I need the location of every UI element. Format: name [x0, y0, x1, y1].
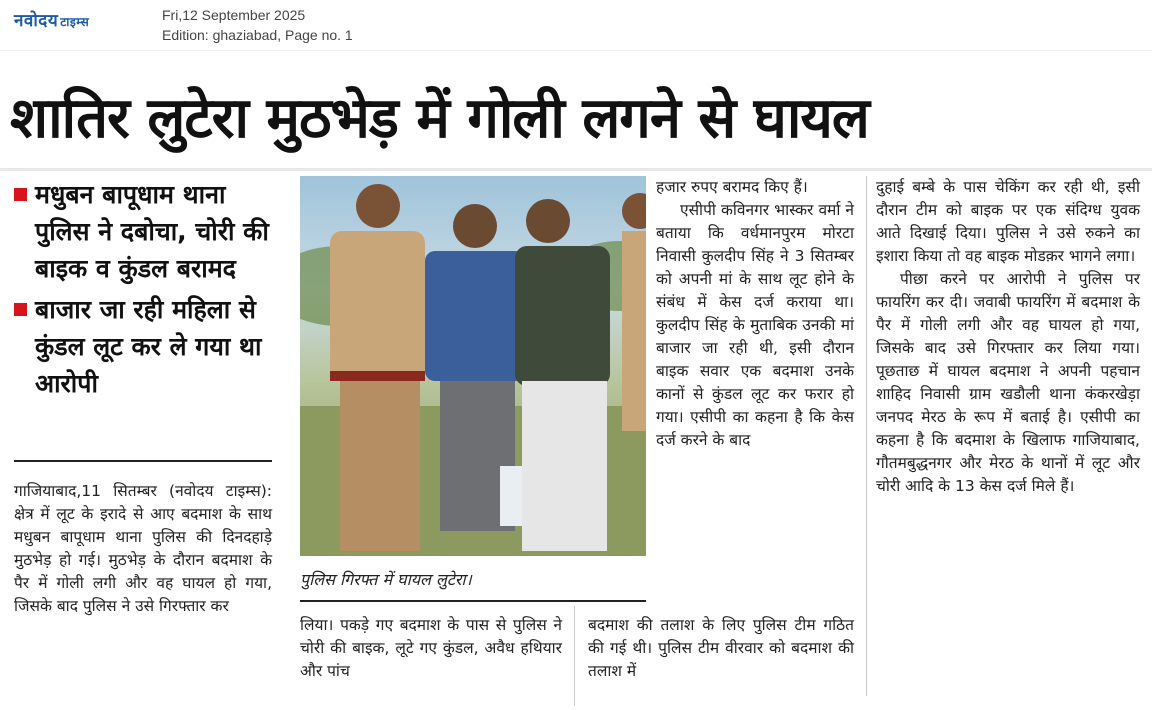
paragraph: एसीपी कविनगर भास्कर वर्मा ने बताया कि वर्धमानपुरम मोरटा निवासी कुलदीप सिंह ने 3 सितम्बर को अपनी मां के साथ लूट होने के संबंध में केस दर्ज कराया था। कुलदीप सिंह के मुताबिक उनकी मां बाजार जा रही थी, इसी दौरान बाइक सवार एक बदमाश उनके कानों से कुंडल लूट कर फरार हो गया। एसीपी का कहना है कि केस दर्ज करने के बाद: [656, 201, 854, 449]
paragraph: गाजियाबाद,11 सितम्बर (नवोदय टाइम्स): क्षेत्र में लूट के इरादे से आए बदमाश के साथ मधुबन बापूधाम थाना पुलिस की दिनदहाड़े मुठभेड़ हो गई। मुठभेड़ के दौरान बदमाश के पैर में गोली लगी और वह घायल हो गया, जिसके बाद पुलिस ने उसे गिरफ्तार कर: [14, 482, 272, 615]
paragraph: लिया। पकड़े गए बदमाश के पास से पुलिस ने चोरी की बाइक, लूटे गए कुंडल, अवैध हथियार और पांच: [300, 616, 562, 680]
highlights-box: [14, 176, 284, 406]
police-arrest-photo-icon: [300, 176, 646, 556]
photo-caption: पुलिस गिरफ्त में घायल लुटेरा।: [300, 570, 472, 589]
highlight-item: [14, 291, 284, 402]
article-headline: शातिर लुटेरा मुठभेड़ में गोली लगने से घायल: [10, 86, 869, 151]
edition-date: Fri,12 September 2025: [162, 7, 306, 23]
highlights-divider: [14, 460, 272, 462]
masthead-bar: [0, 0, 1152, 51]
caption-divider: [300, 600, 646, 602]
article-column-4: [876, 176, 1140, 498]
edition-meta: [162, 5, 353, 45]
paragraph: दुहाई बम्बे के पास चेकिंग कर रही थी, इसी दौरान टीम को बाइक पर एक संदिग्ध युवक आते दिखाई दिया। पुलिस ने उसे रुकने का इशारा किया तो वह बाइक मोडक़र भागने लगा।: [876, 178, 1140, 265]
paragraph: हजार रुपए बरामद किए हैं।: [656, 178, 808, 196]
logo-sub: टाइम्स: [60, 15, 90, 29]
article-column-3b: [588, 614, 854, 683]
article-column-1: [14, 480, 272, 618]
paragraph: बदमाश की तलाश के लिए पुलिस टीम गठित की गई थी। पुलिस टीम वीरवार को बदमाश की तलाश में: [588, 616, 854, 680]
article-column-2: [300, 614, 562, 683]
column-divider: [866, 176, 867, 696]
paragraph: पीछा करने पर आरोपी ने पुलिस पर फायरिंग कर दी। जवाबी फायरिंग में बदमाश के पैर में गोली लगी और वह घायल हो गया, जिसके बाद उसे गिरफ्तार कर लिया गया। पूछताछ में घायल बदमाश ने अपनी पहचान शाहिद निवासी ग्राम खडौली थाना कंकरखेड़ा जनपद मेरठ के रूप में बताई है। एसीपी का कहना है कि बदमाश के खिलाफ गाजियाबाद, गौतमबुद्धनगर और मेरठ के थानों में लूट और चोरी आदि के 13 केस दर्ज मिले हैं।: [876, 270, 1140, 495]
article-photo[interactable]: [300, 176, 646, 556]
column-divider: [574, 606, 575, 706]
article-column-3: [656, 176, 854, 452]
edition-info: Edition: ghaziabad, Page no. 1: [162, 27, 353, 43]
newspaper-logo[interactable]: [14, 8, 89, 31]
headline-divider: [0, 168, 1152, 171]
highlight-text: बाजार जा रही महिला से कुंडल लूट कर ले गया था आरोपी: [35, 295, 262, 398]
highlight-item: [14, 176, 284, 287]
red-square-bullet-icon: [14, 303, 27, 316]
highlight-text: मधुबन बापूधाम थाना पुलिस ने दबोचा, चोरी की बाइक व कुंडल बरामद: [35, 180, 269, 283]
logo-main: नवोदय: [14, 11, 59, 31]
red-square-bullet-icon: [14, 188, 27, 201]
